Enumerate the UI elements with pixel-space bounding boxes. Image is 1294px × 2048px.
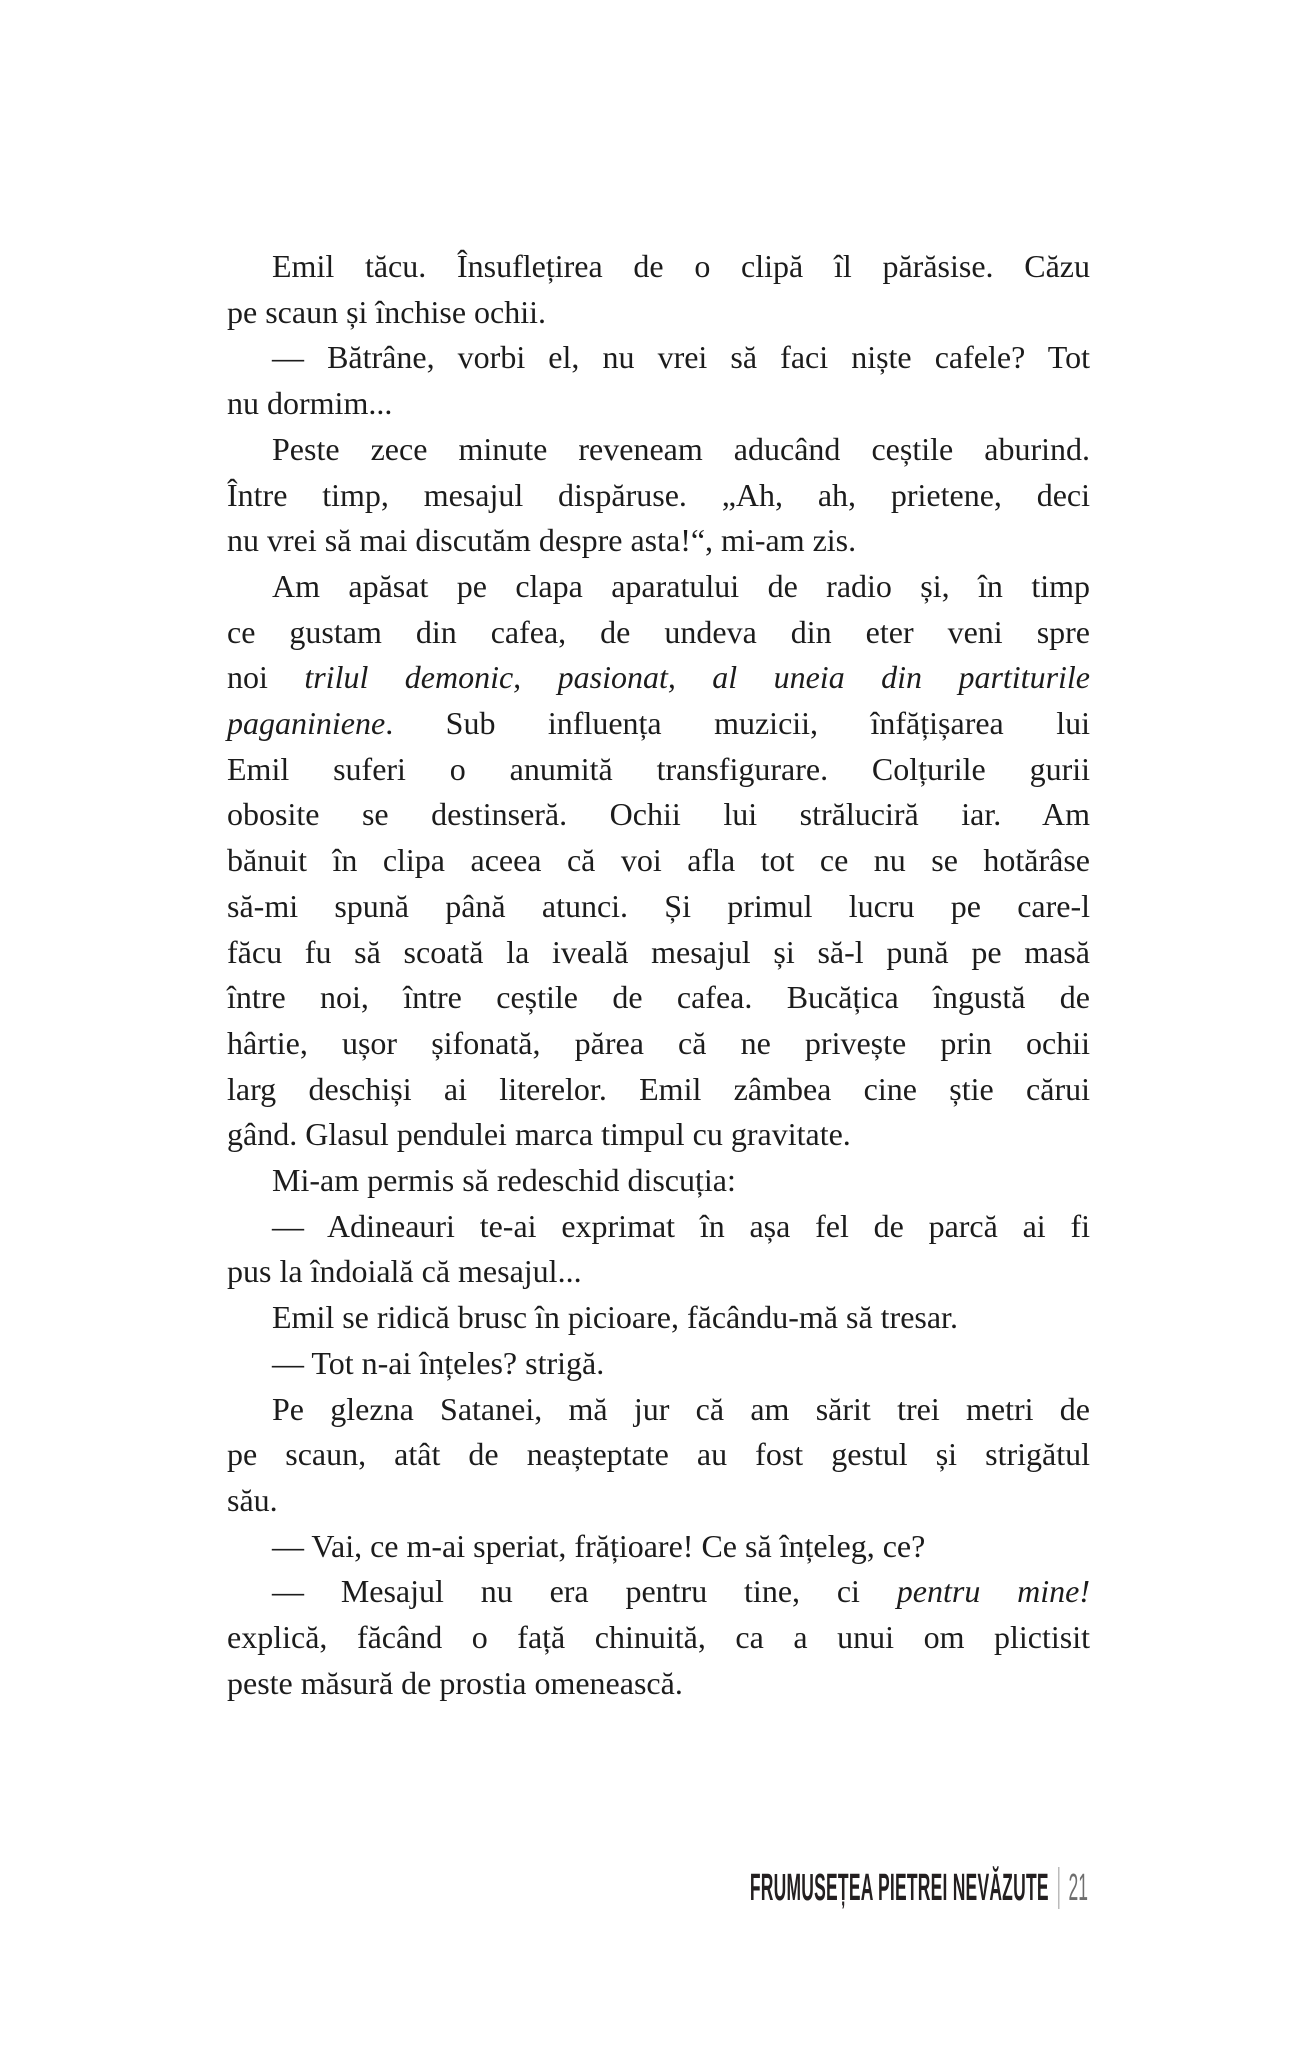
text-segment: nu dormim... [227,385,393,422]
text-line [227,1341,1090,1387]
text-line [227,518,1090,564]
text-line [227,290,1090,336]
italic-text-segment: pentru mine! [896,1573,1091,1610]
text-line [227,1569,1090,1615]
text-line [227,1661,1090,1707]
text-line [227,701,1090,747]
text-line [227,427,1090,473]
text-segment: — Bătrâne, vorbi el, nu vrei să faci niște cafele? Tot [272,339,1090,376]
page-footer [750,1866,1088,1910]
text-line [227,1295,1090,1341]
text-segment: Am apăsat pe clapa aparatului de radio și, în timp [272,567,1090,604]
text-segment: pe scaun, atât de neașteptate au fost gestul și strigătul [227,1436,1090,1473]
text-segment: bănuit în clipa aceea că voi afla tot ce nu se hotărâse [227,842,1090,879]
text-segment: pus la îndoială că mesajul... [227,1253,582,1290]
text-segment: făcu fu să scoată la iveală mesajul și să-l pună pe masă [227,933,1090,970]
text-block [227,244,1090,1707]
text-segment: — Vai, ce m-ai speriat, frățioare! Ce să înțeleg, ce? [272,1527,926,1564]
text-line [227,975,1090,1021]
text-segment: hârtie, ușor șifonată, părea că ne privește prin ochii [227,1024,1090,1061]
text-line [227,1158,1090,1204]
text-line [227,1478,1090,1524]
text-line [227,381,1090,427]
text-segment: peste măsură de prostia omenească. [227,1664,683,1701]
text-line [227,655,1090,701]
running-title: FRUMUSEȚEA PIETREI NEVĂZUTE [749,1867,1049,1909]
text-line [227,610,1090,656]
text-segment: gând. Glasul pendulei marca timpul cu gravitate. [227,1116,851,1153]
text-segment: noi [227,659,305,696]
text-line [227,564,1090,610]
text-segment: nu vrei să mai discutăm despre asta!“, mi-am zis. [227,522,857,559]
text-segment: Emil suferi o anumită transfigurare. Colțurile gurii [227,750,1090,787]
text-segment: — Mesajul nu era pentru tine, ci [272,1573,897,1610]
text-line [227,1249,1090,1295]
text-segment: explică, făcând o față chinuită, ca a unui om plictisit [227,1619,1090,1656]
text-segment: ce gustam din cafea, de undeva din eter veni spre [227,613,1090,650]
text-segment: Pe glezna Satanei, mă jur că am sărit trei metri de [272,1390,1090,1427]
text-line [227,1387,1090,1433]
text-line [227,335,1090,381]
text-segment: — Adineauri te-ai exprimat în așa fel de parcă ai fi [272,1207,1090,1244]
text-segment: obosite se destinseră. Ochii lui străluciră iar. Am [227,796,1090,833]
italic-text-segment: trilul demonic, pasionat, al uneia din partiturile [304,659,1091,696]
text-segment: Emil se ridică brusc în picioare, făcându-mă să tresar. [272,1299,958,1336]
text-segment: său. [227,1481,278,1518]
text-segment: larg deschiși ai literelor. Emil zâmbea cine știe cărui [227,1070,1090,1107]
text-line [227,1112,1090,1158]
text-line [227,1524,1090,1570]
text-segment: . Sub influența muzicii, înfățișarea lui [385,705,1090,742]
text-line [227,244,1090,290]
text-line [227,1615,1090,1661]
text-segment: Emil tăcu. Însuflețirea de o clipă îl părăsise. Căzu [272,248,1090,284]
text-line [227,792,1090,838]
text-segment: să-mi spună până atunci. Și primul lucru pe care-l [227,887,1090,924]
text-line [227,930,1090,976]
text-line [227,1021,1090,1067]
text-line [227,1432,1090,1478]
text-segment: Mi-am permis să redeschid discuția: [272,1162,736,1199]
text-segment: Între timp, mesajul dispăruse. „Ah, ah, prietene, deci [227,476,1090,513]
text-line [227,838,1090,884]
text-segment: Peste zece minute reveneam aducând ceștile aburind. [272,430,1090,467]
text-line [227,747,1090,793]
footer-separator [1058,1867,1059,1909]
text-line [227,884,1090,930]
text-line [227,1204,1090,1250]
text-segment: între noi, între ceștile de cafea. Bucățica îngustă de [227,979,1090,1016]
page-number: 21 [1068,1867,1088,1909]
text-line [227,1067,1090,1113]
text-segment: — Tot n-ai înțeles? strigă. [272,1344,605,1381]
text-line [227,473,1090,519]
text-segment: pe scaun și închise ochii. [227,293,547,330]
italic-text-segment: paganiniene [227,705,386,742]
